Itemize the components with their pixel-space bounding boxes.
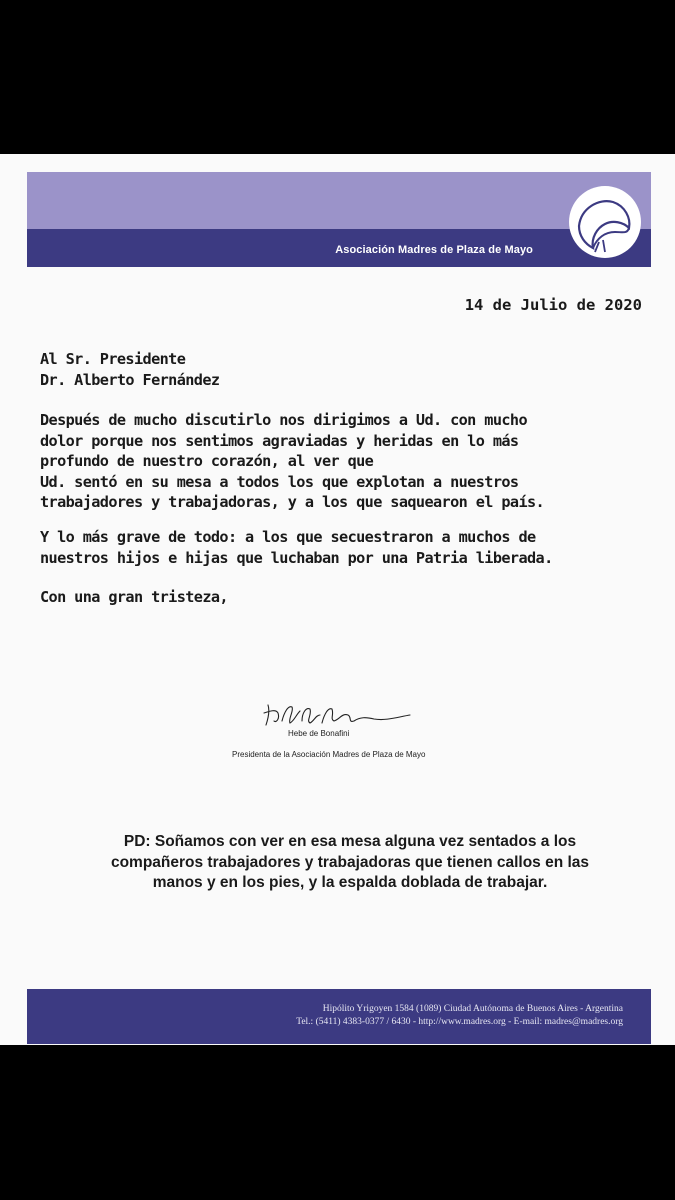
addressee-line: Al Sr. Presidente xyxy=(40,350,186,368)
handwritten-signature xyxy=(262,697,412,729)
paragraph-line: Después de mucho discutirlo nos dirigimos a Ud. con mucho xyxy=(40,411,527,429)
addressee-block xyxy=(40,349,219,390)
letterhead-band xyxy=(27,172,651,267)
paragraph-line: profundo de nuestro corazón, al ver que xyxy=(40,452,374,470)
body-paragraph-1 xyxy=(40,410,544,513)
postscript-line: PD: Soñamos con ver en esa mesa alguna vez sentados a los xyxy=(123,833,577,850)
footer-contact-line: Tel.: (5411) 4383-0377 / 6430 - http://www.madres.org - E-mail: madres@madres.org xyxy=(296,1017,623,1027)
paragraph-line: dolor porque nos sentimos agraviadas y heridas en lo más xyxy=(40,431,519,450)
paragraph-line: nuestros hijos e hijas que luchaban por una Patria liberada. xyxy=(40,548,553,567)
postscript-line: compañeros trabajadores y trabajadoras que tienen callos en las xyxy=(110,853,590,871)
body-paragraph-2 xyxy=(40,527,553,568)
letterhead-footer xyxy=(27,989,651,1044)
postscript-line: manos y en los pies, y la espalda doblada de trabajar. xyxy=(152,874,548,891)
paragraph-line: Y lo más grave de todo: a los que secuestraron a muchos de xyxy=(40,528,536,546)
headscarf-logo-icon xyxy=(569,186,641,258)
letter-date: 14 de Julio de 2020 xyxy=(464,296,642,314)
letter-page xyxy=(0,154,675,1045)
closing-line: Con una gran tristeza, xyxy=(40,588,228,606)
paragraph-line: trabajadores y trabajadoras, y a los que saquearon el país. xyxy=(40,493,545,511)
signer-title: Presidenta de la Asociación Madres de Plaza de Mayo xyxy=(232,750,426,759)
footer-address: Hipólito Yrigoyen 1584 (1089) Ciudad Autónoma de Buenos Aires - Argentina xyxy=(322,1004,623,1014)
organization-name: Asociación Madres de Plaza de Mayo xyxy=(335,244,533,256)
addressee-line: Dr. Alberto Fernández xyxy=(40,370,220,389)
postscript xyxy=(60,832,640,894)
paragraph-line: Ud. sentó en su mesa a todos los que explotan a nuestros xyxy=(40,472,519,491)
signer-name: Hebe de Bonafini xyxy=(288,729,350,738)
footer-contact xyxy=(296,1003,623,1029)
